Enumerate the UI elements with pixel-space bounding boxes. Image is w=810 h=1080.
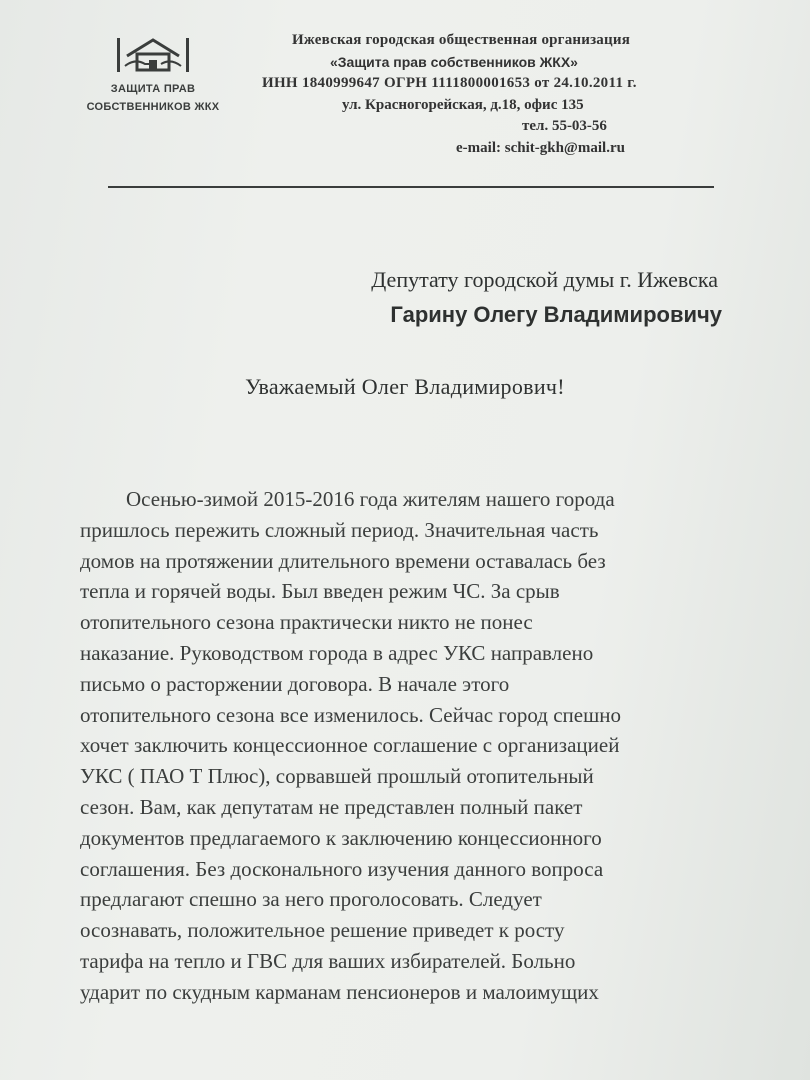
org-registration: ИНН 1840999647 ОГРН 1111800001653 от 24.10.2011 г. <box>262 75 637 91</box>
body-line: домов на протяжении длительного времени оставалась без <box>80 548 606 573</box>
addressee-name: Гарину Олегу Владимировичу <box>390 302 722 327</box>
body-line: УКС ( ПАО Т Плюс), сорвавшей прошлый отопительный <box>80 764 594 789</box>
body-line: письмо о расторжении договора. В начале этого <box>80 671 510 696</box>
body-line: соглашения. Без досконального изучения данного вопроса <box>80 856 604 881</box>
org-letterhead <box>260 30 740 159</box>
body-line: ударит по скудным карманам пенсионеров и малоимущих <box>80 979 599 1004</box>
body-line: тепла и горячей воды. Был введен режим ЧС. За срыв <box>80 579 560 604</box>
org-name: Ижевская городская общественная организация <box>292 32 631 48</box>
addressee-block <box>371 262 722 332</box>
body-line: Осенью-зимой 2015-2016 года жителям нашего города <box>126 487 615 511</box>
addressee-title: Депутату городской думы г. Ижевска <box>371 267 718 292</box>
org-address: ул. Красногорейская, д.18, офис 135 <box>342 96 584 113</box>
body-line: предлагают спешно за него проголосовать. Следует <box>80 887 542 912</box>
body-line: отопительного сезона практически никто не понес <box>80 610 533 635</box>
org-email: e-mail: schit-gkh@mail.ru <box>456 139 625 156</box>
logo-line-1: ЗАЩИТА ПРАВ <box>110 83 196 95</box>
body-line: сезон. Вам, как депутатам не представлен полный пакет <box>80 794 583 819</box>
body-line: отопительного сезона все изменилось. Сейчас город спешно <box>80 702 622 727</box>
org-phone: тел. 55-03-56 <box>522 118 607 134</box>
letterhead-divider <box>108 186 714 188</box>
body-line: документов предлагаемого к заключению концессионного <box>80 825 602 850</box>
org-title: «Защита прав собственников ЖКХ» <box>330 53 578 70</box>
body-line: тарифа на тепло и ГВС для ваших избирателей. Больно <box>80 948 576 973</box>
letter-body <box>80 484 750 1008</box>
org-logo <box>78 36 228 116</box>
body-line: наказание. Руководством города в адрес УКС направлено <box>80 640 594 665</box>
greeting: Уважаемый Олег Владимирович! <box>245 374 565 399</box>
body-line: осознавать, положительное решение приведет к росту <box>80 918 565 943</box>
house-hands-icon <box>113 36 193 74</box>
body-line: хочет заключить концессионное соглашение с организацией <box>80 733 620 758</box>
logo-line-2: СОБСТВЕННИКОВ ЖКХ <box>86 101 220 113</box>
body-line: пришлось пережить сложный период. Значительная часть <box>80 517 599 542</box>
